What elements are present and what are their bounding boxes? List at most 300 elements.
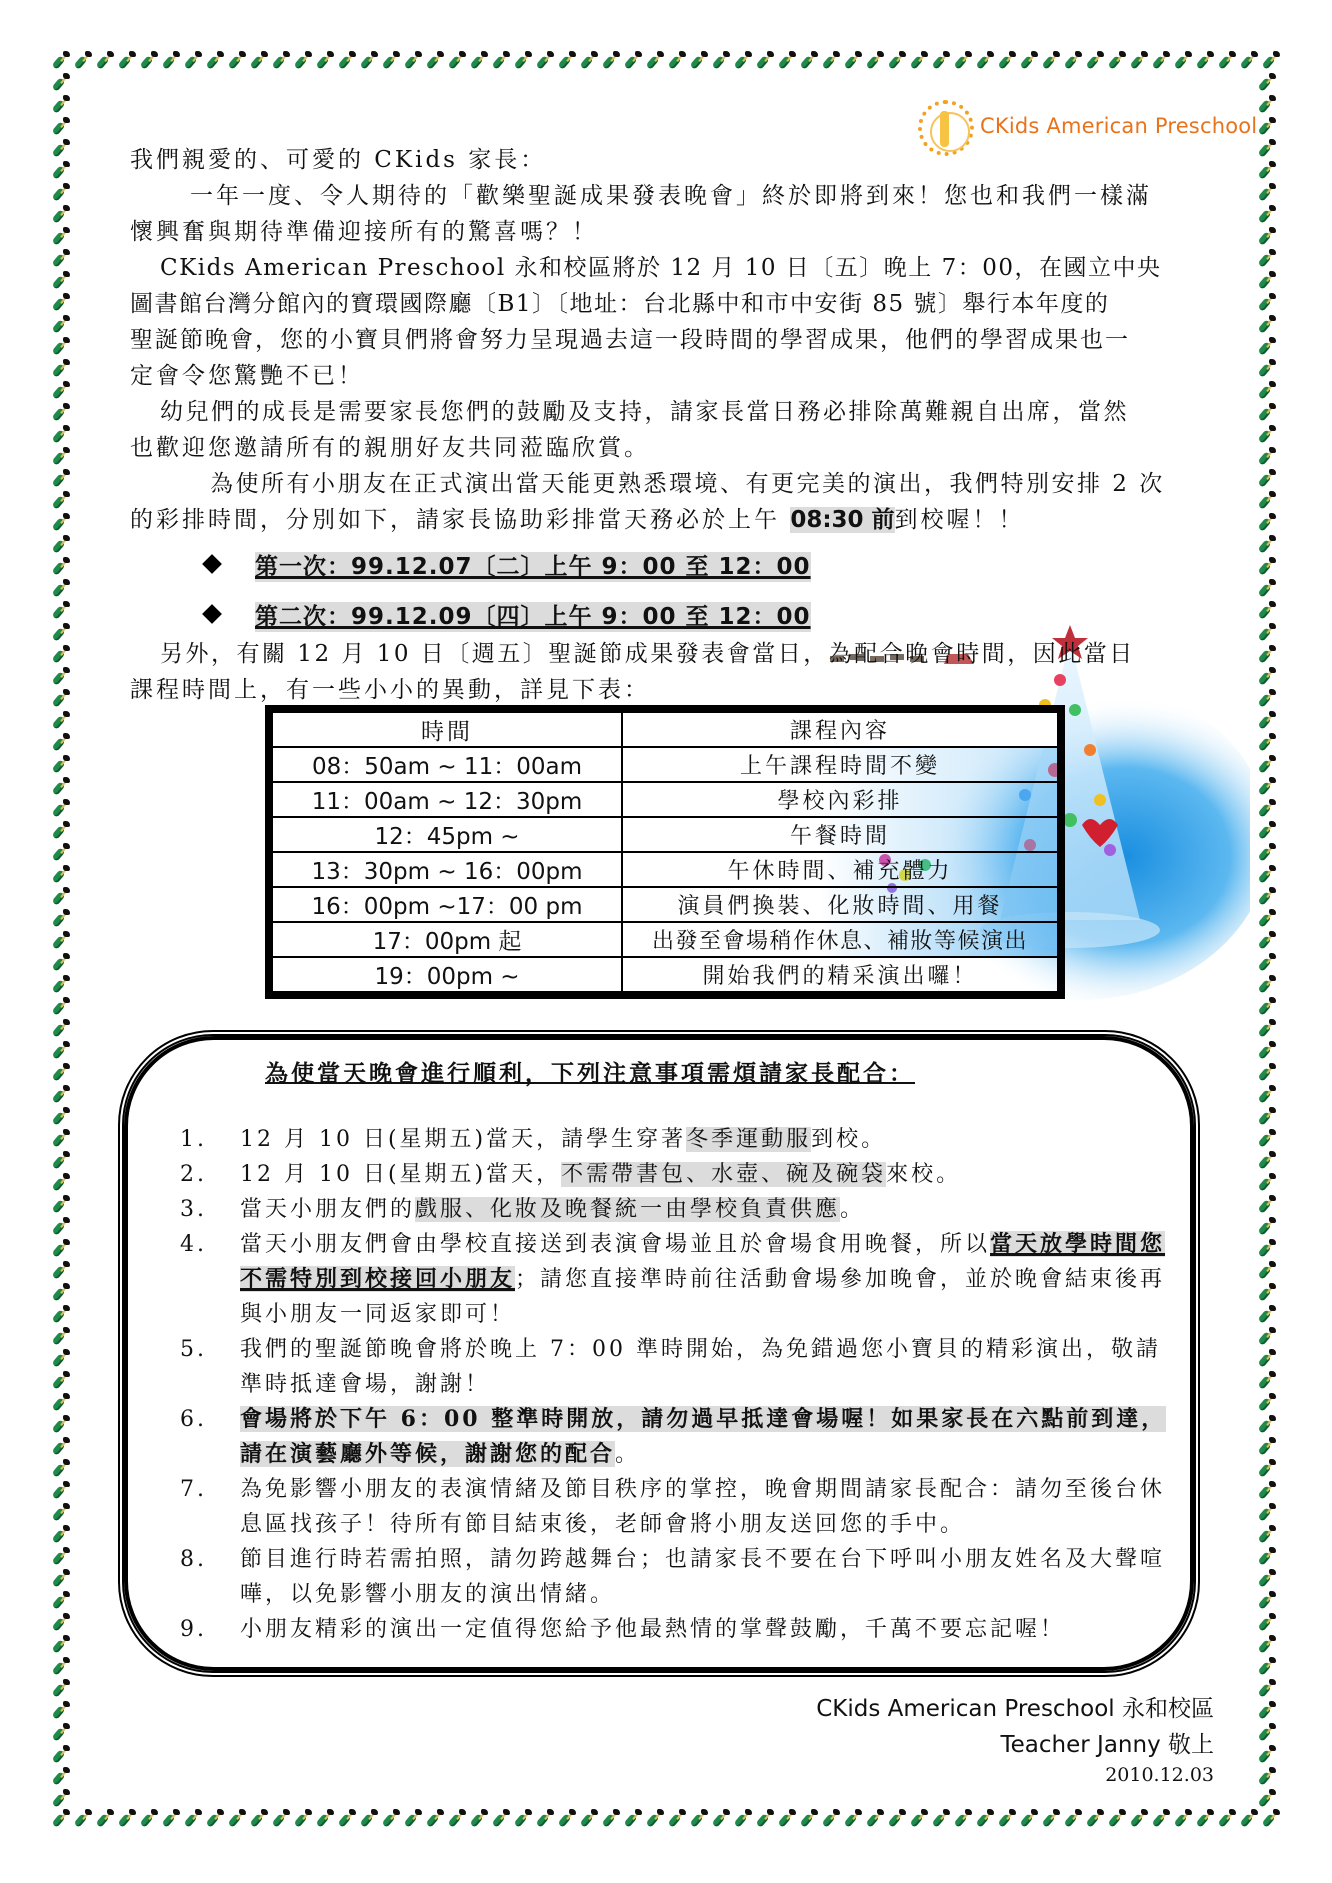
rehearsal-item-1 — [205, 548, 811, 581]
notice-text: 節目進行時若需拍照，請勿跨越舞台；也請家長不要在台下呼叫小朋友姓名及大聲喧嘩，以免影響小朋友的演出情緒。 — [240, 1547, 1166, 1607]
notice-item-number: 5. — [180, 1337, 207, 1362]
firecracker-icon — [226, 1808, 248, 1830]
firecracker-icon — [50, 402, 72, 424]
firecracker-icon — [1256, 512, 1278, 534]
firecracker-icon — [1084, 50, 1106, 72]
firecracker-icon — [50, 1612, 72, 1634]
firecracker-icon — [50, 1722, 72, 1744]
paragraph-2-line-4: 定會令您驚艷不已！ — [130, 363, 364, 389]
firecracker-icon — [754, 1808, 776, 1830]
paragraph-4-line-2 — [130, 502, 1210, 538]
firecracker-icon — [50, 1128, 72, 1150]
firecracker-icon — [292, 1808, 314, 1830]
schedule-time: 12：45pm ~ — [269, 817, 622, 852]
firecracker-icon — [1256, 1018, 1278, 1040]
schedule-activity: 午休時間、補充體力 — [622, 852, 1061, 887]
firecracker-icon — [50, 798, 72, 820]
firecracker-icon — [1256, 534, 1278, 556]
firecracker-icon — [94, 50, 116, 72]
firecracker-icon — [1256, 424, 1278, 446]
firecracker-icon — [1256, 94, 1278, 116]
firecracker-icon — [50, 710, 72, 732]
paragraph-2-line-2: 圖書館台灣分館內的寶環國際廳〔B1〕〔地址：台北縣中和市中安街 85 號〕舉行本年度的 — [130, 291, 1110, 317]
firecracker-icon — [1256, 1084, 1278, 1106]
firecracker-icon — [50, 72, 72, 94]
firecracker-icon — [1260, 50, 1282, 72]
notice-text: 12 月 10 日(星期五)當天， — [240, 1162, 562, 1187]
firecracker-icon — [820, 50, 842, 72]
table-header-row — [269, 709, 1061, 747]
notice-item — [180, 1472, 1180, 1542]
firecracker-icon — [798, 1808, 820, 1830]
firecracker-icon — [50, 534, 72, 556]
paragraph-5-line-1: 另外，有關 12 月 10 日〔週五〕聖誕節成果發表會當日，為配合晚會時間，因此當日 — [160, 641, 1135, 667]
firecracker-icon — [446, 1808, 468, 1830]
schedule-time: 19：00pm ~ — [269, 957, 622, 995]
firecracker-icon — [1256, 270, 1278, 292]
firecracker-icon — [1256, 1062, 1278, 1084]
paragraph-4-line-2-end: 到校喔！！ — [894, 507, 1025, 533]
firecracker-icon — [1256, 1326, 1278, 1348]
firecracker-icon — [1256, 1458, 1278, 1480]
firecracker-icon — [50, 1216, 72, 1238]
notice-item — [180, 1612, 1180, 1647]
firecracker-icon — [50, 314, 72, 336]
firecracker-icon — [50, 776, 72, 798]
notice-item-number: 2. — [180, 1162, 207, 1187]
firecracker-icon — [50, 1238, 72, 1260]
firecracker-icon — [1256, 402, 1278, 424]
firecracker-icon — [1106, 1808, 1128, 1830]
firecracker-icon — [534, 50, 556, 72]
firecracker-icon — [1256, 908, 1278, 930]
firecracker-icon — [974, 1808, 996, 1830]
notice-text: 到校。 — [811, 1127, 887, 1152]
firecracker-icon — [1256, 1260, 1278, 1282]
firecracker-icon — [1256, 1172, 1278, 1194]
firecracker-icon — [116, 50, 138, 72]
firecracker-icon — [358, 1808, 380, 1830]
decorative-border-bottom — [50, 1808, 1282, 1830]
notice-item — [180, 1227, 1180, 1332]
firecracker-icon — [50, 1568, 72, 1590]
firecracker-icon — [50, 1062, 72, 1084]
firecracker-icon — [50, 886, 72, 908]
firecracker-icon — [490, 1808, 512, 1830]
firecracker-icon — [952, 50, 974, 72]
firecracker-icon — [50, 490, 72, 512]
firecracker-icon — [1256, 842, 1278, 864]
notice-item-number: 3. — [180, 1197, 207, 1222]
firecracker-icon — [1172, 1808, 1194, 1830]
firecracker-icon — [1256, 1700, 1278, 1722]
firecracker-icon — [732, 1808, 754, 1830]
firecracker-icon — [1256, 974, 1278, 996]
paragraph-2-line-1: CKids American Preschool 永和校區將於 12 月 10 日〔五〕晚上 7：00，在國立中央 — [160, 255, 1162, 281]
firecracker-icon — [864, 1808, 886, 1830]
notice-text: 小朋友精彩的演出一定值得您給予他最熱情的掌聲鼓勵，千萬不要忘記喔！ — [240, 1617, 1066, 1642]
firecracker-icon — [50, 1392, 72, 1414]
firecracker-icon — [864, 50, 886, 72]
firecracker-icon — [50, 1502, 72, 1524]
firecracker-icon — [50, 600, 72, 622]
firecracker-icon — [1256, 358, 1278, 380]
notice-item-number: 1. — [180, 1127, 207, 1152]
schedule-time: 17：00pm 起 — [269, 922, 622, 957]
firecracker-icon — [50, 820, 72, 842]
firecracker-icon — [50, 1656, 72, 1678]
firecracker-icon — [50, 94, 72, 116]
signature-date: 2010.12.03 — [1105, 1764, 1214, 1786]
decorative-border-top — [50, 50, 1282, 72]
firecracker-icon — [1256, 1128, 1278, 1150]
schedule-time: 16：00pm ~17：00 pm — [269, 887, 622, 922]
firecracker-icon — [50, 974, 72, 996]
paragraph-1-line-2: 懷興奮與期待準備迎接所有的驚喜嗎？！ — [130, 219, 598, 245]
firecracker-icon — [820, 1808, 842, 1830]
notice-item — [180, 1402, 1180, 1472]
firecracker-icon — [1256, 1414, 1278, 1436]
firecracker-icon — [50, 182, 72, 204]
firecracker-icon — [622, 50, 644, 72]
notice-item-number: 9. — [180, 1617, 207, 1642]
table-row — [269, 852, 1061, 887]
firecracker-icon — [1040, 50, 1062, 72]
firecracker-icon — [1238, 50, 1260, 72]
table-row — [269, 887, 1061, 922]
firecracker-icon — [666, 1808, 688, 1830]
notice-highlight: 冬季運動服 — [686, 1127, 812, 1152]
firecracker-icon — [930, 1808, 952, 1830]
paragraph-3-line-2: 也歡迎您邀請所有的親朋好友共同蒞臨欣賞。 — [130, 435, 650, 461]
decorative-border-right — [1256, 72, 1278, 1810]
notice-item — [180, 1122, 1180, 1157]
firecracker-icon — [468, 50, 490, 72]
firecracker-icon — [50, 468, 72, 490]
paragraph-1-line-1: 一年一度、令人期待的「歡樂聖誕成果發表晚會」終於即將到來！您也和我們一樣滿 — [190, 183, 1152, 209]
firecracker-icon — [138, 1808, 160, 1830]
firecracker-icon — [908, 1808, 930, 1830]
firecracker-icon — [1256, 1392, 1278, 1414]
firecracker-icon — [600, 1808, 622, 1830]
firecracker-icon — [1256, 138, 1278, 160]
notice-highlight: 不需帶書包、水壺、碗及碗袋 — [561, 1162, 887, 1187]
firecracker-icon — [1256, 1040, 1278, 1062]
firecracker-icon — [50, 688, 72, 710]
firecracker-icon — [754, 50, 776, 72]
firecracker-icon — [1256, 798, 1278, 820]
firecracker-icon — [556, 1808, 578, 1830]
firecracker-icon — [1256, 1282, 1278, 1304]
firecracker-icon — [50, 248, 72, 270]
firecracker-icon — [1260, 1808, 1282, 1830]
firecracker-icon — [50, 1304, 72, 1326]
firecracker-icon — [182, 1808, 204, 1830]
firecracker-icon — [1128, 50, 1150, 72]
firecracker-icon — [666, 50, 688, 72]
firecracker-icon — [50, 1040, 72, 1062]
firecracker-icon — [1256, 930, 1278, 952]
firecracker-icon — [996, 1808, 1018, 1830]
diamond-bullet-icon — [202, 604, 222, 624]
firecracker-icon — [50, 1150, 72, 1172]
firecracker-icon — [270, 1808, 292, 1830]
firecracker-icon — [556, 50, 578, 72]
firecracker-icon — [50, 622, 72, 644]
firecracker-icon — [50, 556, 72, 578]
firecracker-icon — [50, 1282, 72, 1304]
schedule-time: 11：00am ~ 12：30pm — [269, 782, 622, 817]
paragraph-4-line-1: 為使所有小朋友在正式演出當天能更熟悉環境、有更完美的演出，我們特別安排 2 次 — [210, 471, 1165, 497]
firecracker-icon — [72, 50, 94, 72]
firecracker-icon — [842, 1808, 864, 1830]
firecracker-icon — [50, 644, 72, 666]
firecracker-icon — [50, 1678, 72, 1700]
firecracker-icon — [248, 50, 270, 72]
firecracker-icon — [50, 1370, 72, 1392]
firecracker-icon — [688, 1808, 710, 1830]
firecracker-icon — [798, 50, 820, 72]
firecracker-icon — [50, 1172, 72, 1194]
firecracker-icon — [974, 50, 996, 72]
firecracker-icon — [424, 1808, 446, 1830]
decorative-border-left — [50, 72, 72, 1810]
firecracker-icon — [1256, 666, 1278, 688]
firecracker-icon — [622, 1808, 644, 1830]
notice-item — [180, 1192, 1180, 1227]
firecracker-icon — [1256, 1766, 1278, 1788]
firecracker-icon — [402, 50, 424, 72]
firecracker-icon — [1194, 50, 1216, 72]
firecracker-icon — [1256, 820, 1278, 842]
firecracker-icon — [270, 50, 292, 72]
firecracker-icon — [380, 1808, 402, 1830]
firecracker-icon — [1256, 314, 1278, 336]
firecracker-icon — [50, 1634, 72, 1656]
firecracker-icon — [1256, 1656, 1278, 1678]
firecracker-icon — [1256, 1480, 1278, 1502]
firecracker-icon — [446, 50, 468, 72]
firecracker-icon — [50, 578, 72, 600]
firecracker-icon — [776, 1808, 798, 1830]
firecracker-icon — [1256, 1238, 1278, 1260]
firecracker-icon — [1256, 886, 1278, 908]
firecracker-icon — [1256, 1634, 1278, 1656]
signature-school: CKids American Preschool 永和校區 — [816, 1696, 1214, 1722]
firecracker-icon — [1256, 864, 1278, 886]
firecracker-icon — [842, 50, 864, 72]
firecracker-icon — [50, 1326, 72, 1348]
firecracker-icon — [776, 50, 798, 72]
firecracker-icon — [732, 50, 754, 72]
firecracker-icon — [50, 446, 72, 468]
firecracker-icon — [50, 1808, 72, 1830]
firecracker-icon — [930, 50, 952, 72]
firecracker-icon — [1256, 754, 1278, 776]
firecracker-icon — [1256, 556, 1278, 578]
firecracker-icon — [1256, 710, 1278, 732]
firecracker-icon — [1256, 732, 1278, 754]
firecracker-icon — [1256, 1194, 1278, 1216]
firecracker-icon — [50, 1260, 72, 1282]
notice-item-number: 4. — [180, 1232, 207, 1257]
notice-item — [180, 1332, 1180, 1402]
firecracker-icon — [1238, 1808, 1260, 1830]
firecracker-icon — [50, 116, 72, 138]
notice-item — [180, 1157, 1180, 1192]
firecracker-icon — [292, 50, 314, 72]
firecracker-icon — [50, 1700, 72, 1722]
paragraph-3-line-1: 幼兒們的成長是需要家長您們的鼓勵及支持，請家長當日務必排除萬難親自出席，當然 — [160, 399, 1129, 425]
firecracker-icon — [710, 50, 732, 72]
notice-title: 為使當天晚會進行順利，下列注意事項需煩請家長配合： — [265, 1060, 915, 1087]
firecracker-icon — [490, 50, 512, 72]
firecracker-icon — [402, 1808, 424, 1830]
firecracker-icon — [50, 1194, 72, 1216]
header-content: 課程內容 — [622, 709, 1061, 747]
firecracker-icon — [1256, 644, 1278, 666]
firecracker-icon — [336, 1808, 358, 1830]
firecracker-icon — [1194, 1808, 1216, 1830]
firecracker-icon — [1256, 1524, 1278, 1546]
rehearsal-2-text: 第二次：99.12.09〔四〕上午 9：00 至 12：00 — [255, 604, 811, 630]
firecracker-icon — [1256, 226, 1278, 248]
firecracker-icon — [50, 1084, 72, 1106]
firecracker-icon — [1256, 1150, 1278, 1172]
firecracker-icon — [1256, 1744, 1278, 1766]
firecracker-icon — [358, 50, 380, 72]
firecracker-icon — [50, 292, 72, 314]
notice-text: 12 月 10 日(星期五)當天，請學生穿著 — [240, 1127, 687, 1152]
firecracker-icon — [50, 908, 72, 930]
schedule-table — [265, 705, 1065, 999]
firecracker-icon — [50, 930, 72, 952]
firecracker-icon — [1256, 72, 1278, 94]
firecracker-icon — [50, 1480, 72, 1502]
firecracker-icon — [50, 1546, 72, 1568]
firecracker-icon — [578, 1808, 600, 1830]
greeting: 我們親愛的、可愛的 CKids 家長： — [130, 147, 547, 173]
firecracker-icon — [1018, 1808, 1040, 1830]
firecracker-icon — [50, 1458, 72, 1480]
firecracker-icon — [336, 50, 358, 72]
firecracker-icon — [424, 50, 446, 72]
firecracker-icon — [1216, 1808, 1238, 1830]
notice-item-number: 7. — [180, 1477, 207, 1502]
firecracker-icon — [1256, 1722, 1278, 1744]
firecracker-icon — [50, 1766, 72, 1788]
firecracker-icon — [50, 512, 72, 534]
firecracker-icon — [204, 50, 226, 72]
notice-text: 為免影響小朋友的表演情緒及節目秩序的掌控，晚會期間請家長配合：請勿至後台休息區找孩子！待所有節目結束後，老師會將小朋友送回您的手中。 — [240, 1477, 1166, 1537]
firecracker-icon — [1256, 292, 1278, 314]
firecracker-icon — [534, 1808, 556, 1830]
firecracker-icon — [50, 160, 72, 182]
firecracker-icon — [1256, 1106, 1278, 1128]
schedule-activity: 午餐時間 — [622, 817, 1061, 852]
firecracker-icon — [1106, 50, 1128, 72]
firecracker-icon — [50, 1524, 72, 1546]
firecracker-icon — [952, 1808, 974, 1830]
table-row — [269, 957, 1061, 995]
firecracker-icon — [204, 1808, 226, 1830]
firecracker-icon — [996, 50, 1018, 72]
firecracker-icon — [50, 1348, 72, 1370]
header-time: 時間 — [269, 709, 622, 747]
rehearsal-item-2 — [205, 598, 811, 631]
table-row — [269, 922, 1061, 957]
firecracker-icon — [50, 1744, 72, 1766]
firecracker-icon — [512, 1808, 534, 1830]
firecracker-icon — [182, 50, 204, 72]
rehearsal-1-text: 第一次：99.12.07〔二〕上午 9：00 至 12：00 — [255, 554, 811, 580]
table-row — [269, 782, 1061, 817]
firecracker-icon — [50, 336, 72, 358]
firecracker-icon — [1040, 1808, 1062, 1830]
schedule-time: 13：30pm ~ 16：00pm — [269, 852, 622, 887]
firecracker-icon — [1256, 1612, 1278, 1634]
firecracker-icon — [512, 50, 534, 72]
firecracker-icon — [50, 424, 72, 446]
firecracker-icon — [644, 1808, 666, 1830]
firecracker-icon — [1256, 116, 1278, 138]
table-row — [269, 747, 1061, 782]
firecracker-icon — [116, 1808, 138, 1830]
firecracker-icon — [1256, 336, 1278, 358]
diamond-bullet-icon — [202, 554, 222, 574]
firecracker-icon — [50, 138, 72, 160]
firecracker-icon — [1256, 622, 1278, 644]
firecracker-icon — [50, 270, 72, 292]
firecracker-icon — [688, 50, 710, 72]
firecracker-icon — [50, 226, 72, 248]
firecracker-icon — [1256, 248, 1278, 270]
notice-highlight: 會場將於下午 6：00 整準時開放，請勿過早抵達會場喔！如果家長在六點前到達，請在演藝廳外等候，謝謝您的配合 — [240, 1406, 1167, 1467]
schedule-time: 08：50am ~ 11：00am — [269, 747, 622, 782]
firecracker-icon — [50, 1414, 72, 1436]
firecracker-icon — [50, 1590, 72, 1612]
notice-list — [180, 1122, 1180, 1647]
firecracker-icon — [1172, 50, 1194, 72]
firecracker-icon — [50, 842, 72, 864]
firecracker-icon — [710, 1808, 732, 1830]
firecracker-icon — [644, 50, 666, 72]
schedule-activity: 上午課程時間不變 — [622, 747, 1061, 782]
firecracker-icon — [1256, 996, 1278, 1018]
firecracker-icon — [160, 1808, 182, 1830]
schedule-activity: 開始我們的精采演出囉！ — [622, 957, 1061, 995]
firecracker-icon — [1256, 600, 1278, 622]
firecracker-icon — [138, 50, 160, 72]
firecracker-icon — [50, 996, 72, 1018]
firecracker-icon — [1150, 1808, 1172, 1830]
firecracker-icon — [1256, 776, 1278, 798]
firecracker-icon — [1216, 50, 1238, 72]
firecracker-icon — [50, 1106, 72, 1128]
firecracker-icon — [50, 754, 72, 776]
paragraph-5-line-2: 課程時間上，有一些小小的異動，詳見下表： — [130, 677, 650, 703]
firecracker-icon — [50, 204, 72, 226]
firecracker-icon — [50, 666, 72, 688]
firecracker-icon — [94, 1808, 116, 1830]
firecracker-icon — [50, 732, 72, 754]
firecracker-icon — [1256, 1304, 1278, 1326]
firecracker-icon — [1256, 688, 1278, 710]
firecracker-icon — [1084, 1808, 1106, 1830]
firecracker-icon — [226, 50, 248, 72]
notice-text: ；請您直接準時前往活動會場參加晚會，並於晚會結束後再與小朋友一同返家即可！ — [240, 1267, 1166, 1327]
firecracker-icon — [314, 50, 336, 72]
